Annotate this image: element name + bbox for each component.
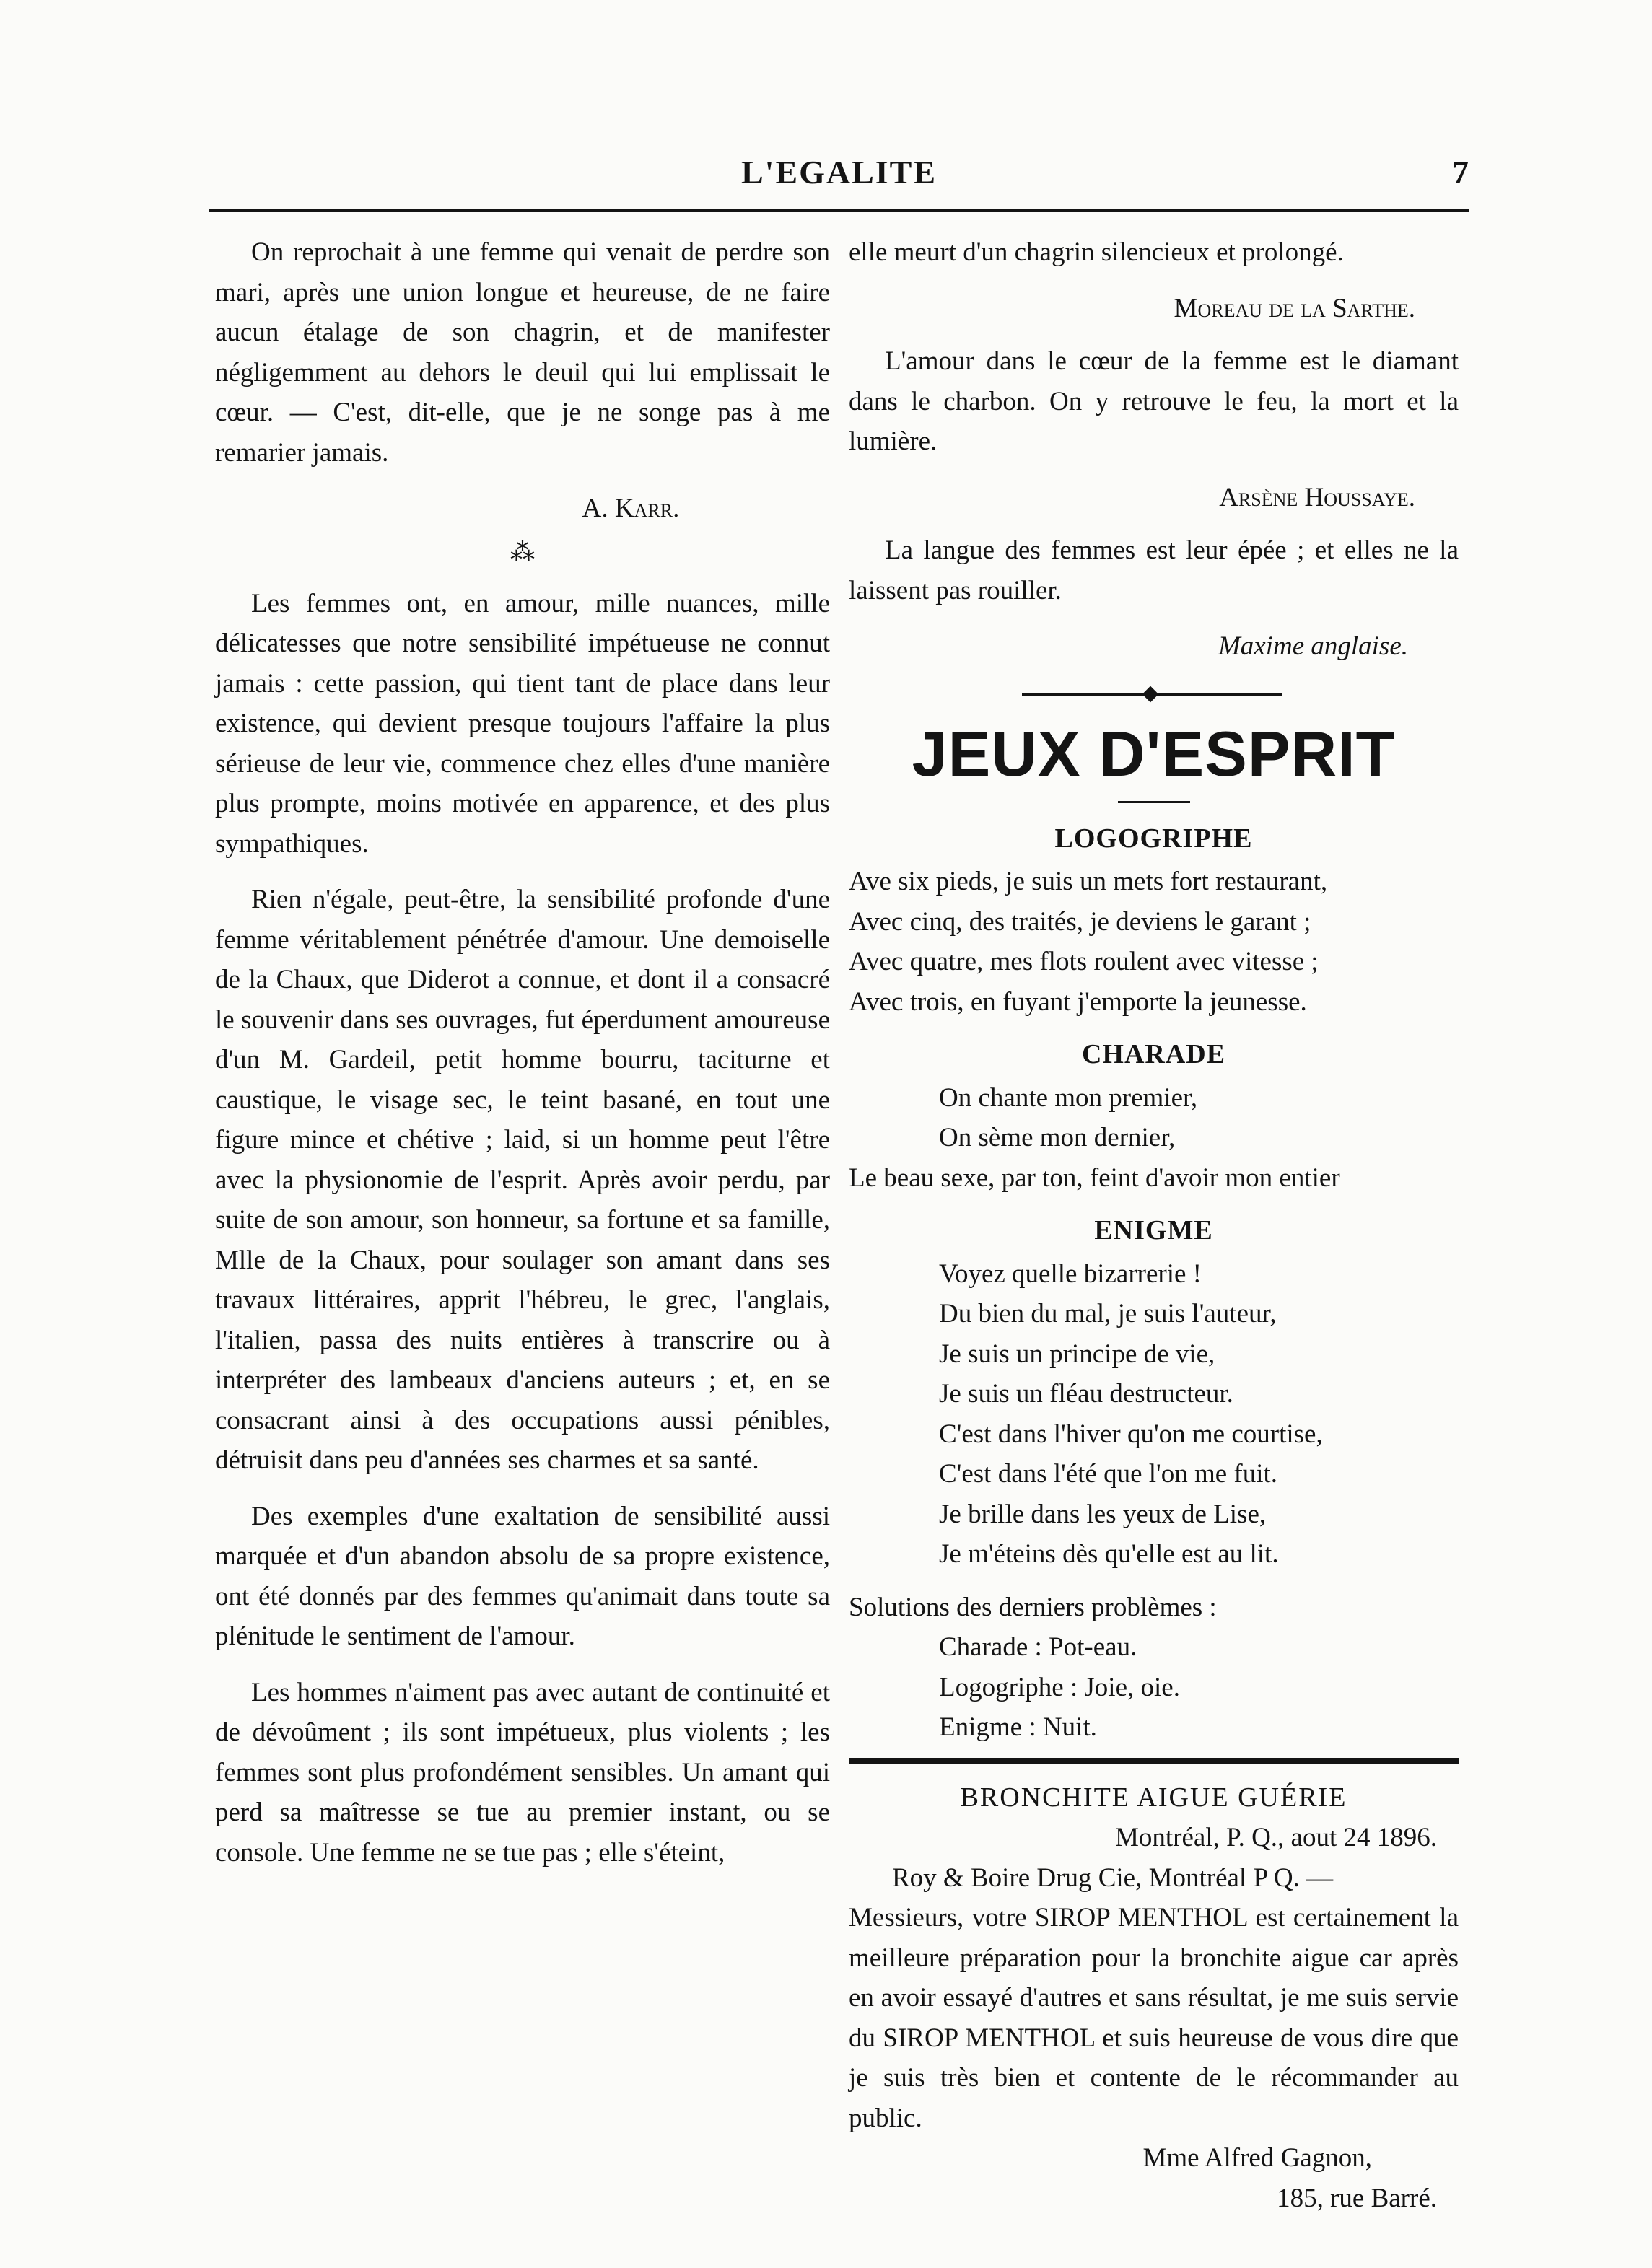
signature-houssaye: Arsène Houssaye. [1219, 482, 1415, 512]
verse-line: On chante mon premier, [939, 1082, 1198, 1113]
verse-line: Je m'éteins dès qu'elle est au lit. [939, 1539, 1279, 1569]
verse-line: Avec trois, en fuyant j'emporte la jeunesse. [849, 986, 1307, 1017]
thick-rule [849, 1758, 1459, 1764]
signature-moreau: Moreau de la Sarthe. [1174, 293, 1415, 323]
right-column [849, 232, 1459, 2218]
enigme-verse [849, 1254, 1459, 1575]
verse-line: Je suis un principe de vie, [939, 1339, 1215, 1369]
verse-line: Je brille dans les yeux de Lise, [939, 1499, 1267, 1529]
verse-line: On sème mon dernier, [939, 1123, 1176, 1152]
charade-heading: CHARADE [1081, 1039, 1226, 1069]
page-number: 7 [1452, 154, 1469, 191]
verse-line: Avec cinq, des traités, je deviens le garant ; [849, 906, 1311, 937]
ad-date: Montréal, P. Q., aout 24 1896. [1114, 1823, 1437, 1852]
ornament-diamond [1142, 686, 1159, 702]
verse-line: C'est dans l'hiver qu'on me courtise, [939, 1419, 1323, 1449]
logogriphe-heading: LOGOGRIPHE [1054, 823, 1253, 854]
asterism-separator: ⁂ [510, 538, 535, 566]
paragraph-widow: On reprochait à une femme qui venait de perdre son mari, après une union longue et heureuse, de ne faire aucun étalage de son chagrin, et de manifester négligemment au dehors le deuil qui lui emplissait le cœur. — C'est, dit-elle, que je ne songe pas à me remarier jamais. [215, 237, 830, 468]
verse-line: Le beau sexe, par ton, feint d'avoir mon entier [849, 1163, 1340, 1193]
verse-line: Avec quatre, mes flots roulent avec vitesse ; [849, 947, 1319, 976]
solutions-intro: Solutions des derniers problèmes : [849, 1592, 1217, 1622]
ad-title: BRONCHITE AIGUE GUÉRIE [960, 1782, 1347, 1813]
section-title-jeux: JEUX D'ESPRIT [912, 717, 1396, 789]
signature-karr: A. Karr. [582, 494, 680, 523]
verse-line: Du bien du mal, je suis l'auteur, [939, 1299, 1277, 1328]
paragraph-men: Les hommes n'aiment pas avec autant de continuité et de dévoûment ; ils sont impétueux, plus violents ; les femmes sont plus profondément sensibles. Un amant qui perd sa maîtresse se tue au premier instant, ou se console. Une femme ne se tue pas ; elle s'éteint, [215, 1677, 830, 1868]
verse-line: Je suis un fléau destructeur. [939, 1379, 1233, 1409]
short-rule [1118, 801, 1190, 803]
verse-line: Ave six pieds, je suis un mets fort restaurant, [849, 867, 1328, 896]
paragraph-examples: Des exemples d'une exaltation de sensibilité aussi marquée et d'un abandon absolu de sa propre existence, ont été donnés par des femmes qu'animait dans toute sa plénitude le sentiment de l'amour. [215, 1501, 830, 1651]
ad-address: 185, rue Barré. [1277, 2183, 1437, 2213]
signature-maxime: Maxime anglaise. [1218, 631, 1408, 661]
ad-addressee: Roy & Boire Drug Cie, Montréal P Q. — [892, 1862, 1334, 1893]
paragraph-tongue: La langue des femmes est leur épée ; et elles ne la laissent pas rouiller. [849, 535, 1459, 605]
verse-line: C'est dans l'été que l'on me fuit. [939, 1459, 1278, 1489]
paragraph-chaux: Rien n'égale, peut-être, la sensibilité profonde d'une femme véritablement pénétrée d'amour. Une demoiselle de la Chaux, que Diderot a connue, et dont il a consacré le souvenir dans ses ouvrages, fut éperdument amoureuse d'un M. Gardeil, petit homme bourru, taciturne et caustique, le visage sec, le teint basané, en tout une figure mince et chétive ; laid, si un homme peut l'être avec la physionomie de l'esprit. Après avoir perdu, par suite de son amour, son honneur, sa fortune et sa famille, Mlle de la Chaux, pour soulager son amant dans ses travaux littéraires, apprit l'hébreu, le grec, l'anglais, l'italien, passa des nuits entières à transcrire ou à interpréter des lambeaux d'anciens auteurs ; et, en se consacrant ainsi à des occupations aussi pénibles, détruisit dans peu d'années ses charmes et sa santé. [215, 885, 830, 1475]
header-rule [209, 209, 1469, 212]
left-column [215, 232, 830, 1888]
verse-line: Voyez quelle bizarrerie ! [939, 1258, 1202, 1289]
solutions-list [849, 1627, 1459, 1748]
ad-body: Messieurs, votre SIROP MENTHOL est certainement la meilleure préparation pour la bronchite aigue car après en avoir essayé d'autres et sans résultat, je me suis servie du SIROP MENTHOL et suis heureuse de vous dire que je suis très bien et contente de le récommander au public. [849, 1903, 1459, 2133]
advertisement [849, 1778, 1459, 2219]
ad-signature: Mme Alfred Gagnon, [1142, 2143, 1372, 2173]
paragraph-continuation: elle meurt d'un chagrin silencieux et prolongé. [849, 237, 1344, 267]
running-head [209, 153, 1469, 196]
ornamental-rule [849, 680, 1459, 709]
solution-item: Charade : Pot-eau. [939, 1632, 1137, 1662]
paragraph-nuances: Les femmes ont, en amour, mille nuances, mille délicatesses que notre sensibilité impétueuse ne connut jamais : cette passion, qui tient tant de place dans leur existence, qui devient presque toujours l'affaire la plus sérieuse de leur vie, commence chez elles d'une manière plus prompte, moins motivée en apparence, et des plus sympathiques. [215, 588, 830, 859]
paragraph-diamond: L'amour dans le cœur de la femme est le diamant dans le charbon. On y retrouve le feu, la mort et la lumière. [849, 346, 1459, 456]
enigme-heading: ENIGME [1094, 1215, 1213, 1245]
logogriphe-verse [849, 862, 1459, 1022]
charade-verse [849, 1078, 1459, 1199]
solution-item: Logogriphe : Joie, oie. [939, 1672, 1180, 1702]
solution-item: Enigme : Nuit. [939, 1712, 1097, 1742]
running-title: L'EGALITE [740, 154, 938, 191]
